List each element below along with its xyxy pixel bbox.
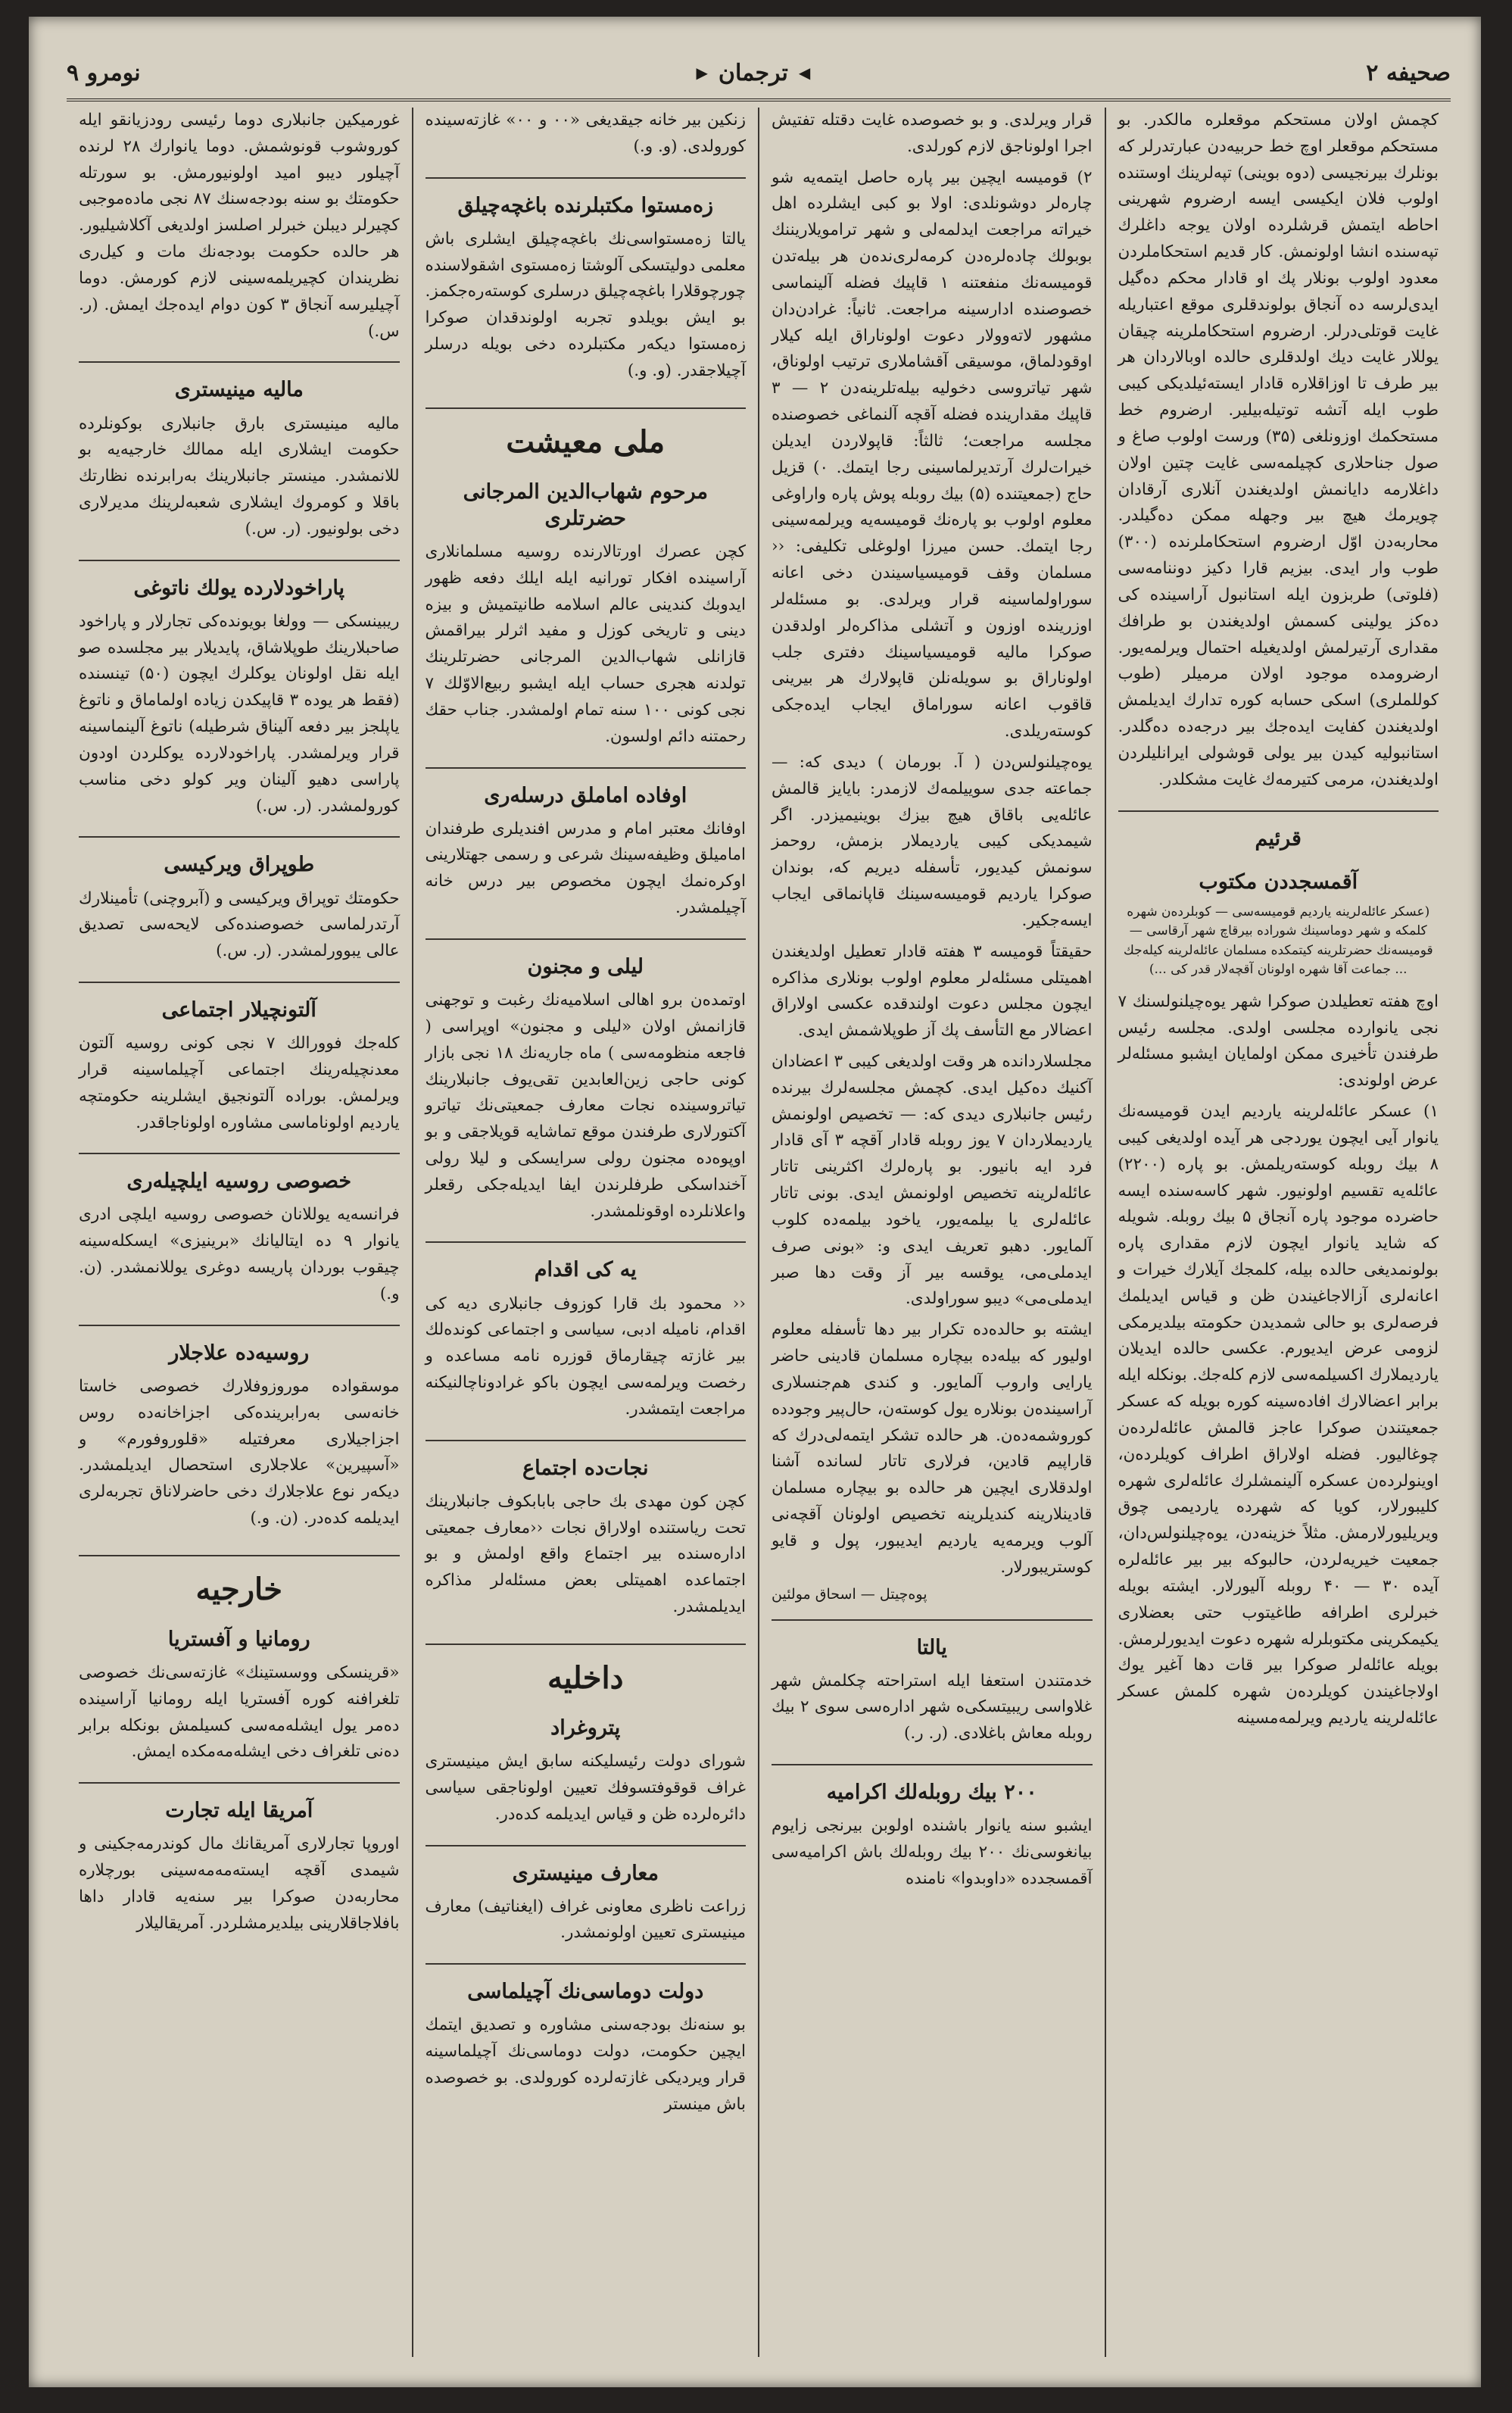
left-ornament-icon: ◀ xyxy=(798,64,811,82)
article-paragraph: غورمیكین جانبلاری دوما رئیسی رودزیانقو ایله كوروشوب قونوشمش. دوما یانوارك ۲۸ لرنده آچیلور دیبو امید اولونیورمش. بو سورتله حكومتك بو سنه بودجه‌سنك ۸۷ نجی ماده‌موجبی كچیرلر دیبلن خبرلر اصلسز اولدیغی آكلاشیلیور. هر حالده حكومت بودجه‌نك مات و كیل‌ری نظریندان كچیریلمه‌سینی لازم كورمش. دوما آچیلیرسه آنجاق ۳ كون دوام ایده‌جك ایمش. (ر. س.) xyxy=(79,111,400,341)
article-heading: لیلی و مجنون xyxy=(426,938,747,980)
article-heading: آقمسجددن مكتوب xyxy=(1199,869,1358,894)
article-heading: رومانیا و آفستریا xyxy=(167,1627,310,1651)
article-paragraph: اوفانك معتبر امام و مدرس افندیلری طرفندان امامیلق وظیفه‌سینك شرعی و رسمی جهتلارینی اوكره‌نمك ایچون مخصوص بیر درس خانه آچیلمشدر. xyxy=(425,819,746,918)
article-paragraph: ‹‹ محمود بك قارا كوزوف جانبلاری دیه كی اقدام، نامیله ادبی، سیاسی و اجتماعی كونده‌لك بیر غازته چیقارماق قوزره نامه مساعده و رخصت ویرلمه‌سی ایچون باكو غرادونا‌چالنیكنه مراجعت ایتمشدر. xyxy=(425,1294,746,1419)
article-paragraph: كچمش اولان مستحكم موقعلره مالكدر. بو مستحكم موقعلر اوچ خط حربیه‌دن عبارتدرلر كه بونلرك بیرنجیسی (دوه بوینی) تپه‌لرینك اوستنده اولوب فلان ایكیسی ایسه ارضروم شهرینی احاطه ایتمش قرشلرده اولان یوجه داغلرك تپه‌سنده انشا اولونمش. كار قدیم استحكاملردن معدود اولوب بونلار پك او قادار محكم ده‌گیل ایدی‌لرسه ده آنجاق بولوندقلری موقع اعتباریله غایت قوتلی‌درلر. ارضروم استحكاملرینه چیقان یوللار غایت دیك اولدقلری حالده اوبالاردان هر بیر طرف تا اوزاقلاره قادار ایسته‌ئیلدیكی كیبی طوب ایله آتشه توتیله‌بیلیر. ارضروم خط مستحكمك اوزونلغی (۳۵) ورست اولوب صاغ و صول جناحلاری كچیلمه‌سی غایت چتین اولان داغلارمه دایانمش اولدیغندن آنلاری آرقادان چویرمك هیچ بیر وجهله ممكن ده‌گیلدر. محاربه‌دن اوّل ارضروم استحكاملرنده (۳۰۰) طوب وار ایدی. بیزیم قارا دكیز دوننامه‌سی (فلوتی) طربزون ایله استانبول آراسینده كی ده‌كز یولینی كسمش اولدیغندن بو طرافك مقداری آرتیرلمش اولدیغیله احتمال ویرلمه‌یور. ارضرومده موجود اولان مرمیلر (طوب كوللملری) اسكی حسابه كوره تدارك ایدیلمش اولدیغندن كفایت ایده‌جك بیر درجه‌ده ده‌گلدر. استانبولیه كیدن بیر یولی قوشولی ایرانلیلردن اولدیغندن، مرمی كتیرمه‌ك غایت مشكلدر. xyxy=(1118,111,1439,789)
article-paragraph: یوه‌چیلنولس‌دن ( آ. بو‌رمان ) دیدی كه: — جماعته جدی سوییلمه‌ك لازمدر: بایایز قالمش عائله‌یی باقاق هیچ بیزك بوینیمیزدر. اگر شیمدیكی كیبی یاردیملار بزمش، روحمز سونمش كیدیور، تأسفله دیریم كه، بوندان صوكرا یاردیم قومیسه‌سینك قاپانماقی ایجاب ایسه‌جكیر. xyxy=(772,752,1093,930)
right-ornament-icon: ▶ xyxy=(696,64,708,82)
article-heading: خارجیه xyxy=(79,1555,400,1609)
column-4 xyxy=(67,108,412,2357)
masthead-center xyxy=(697,60,811,86)
article-paragraph: قرار ویرلدی. و بو خصوصده غایت دقتله تفتیش اجرا اولوناجق لازم كورلدی. xyxy=(772,111,1093,156)
article-heading: خصوصی روسیه ایلچیله‌ری xyxy=(79,1153,400,1194)
article-heading: پاراخودلارده یولك ناتوغی xyxy=(79,560,400,601)
article-paragraph: اوتمده‌ن برو اهالی اسلامیه‌نك رغبت و توجهنی قازانمش اولان «لیلی و مجنون» اوپراسی ( فاجعه منظومه‌سی ) ماه جاریه‌نك ۱۸ نجی بازار كونی حاجی زین‌العابدین تقی‌یوف جانبلارینك تیاتروسینده نجات معارف جمعیتی‌نك تیاترو آكتورلاری طرفندن موقع تماشایه قویلاجقی و بو اوپوه‌ده مجنون رولی سرایسكی و لیلا رولی آخنداسكی طرفلرندن ایفا ایدیله‌جكی رقعلر واعلانلرده اوقونلمشدر. xyxy=(425,991,746,1221)
article-heading: مالیه مینیستری xyxy=(79,361,400,403)
article-paragraph: زراعت ناظری معاونی غراف (ایغناتیف) معارف مینیستری تعیین اولونمشدر. xyxy=(425,1896,746,1943)
article-paragraph: بو سنه‌نك بودجه‌سنی مشاوره و تصدیق ایتمك ایچین حكومت، دولت دوماسی‌نك آچیلماسینه قرار ویردیكی غازته‌لرده كورولدی. بو خصوصده باش مینستر xyxy=(425,2015,746,2114)
article-heading: ملی معیشت xyxy=(426,407,747,462)
article-heading: روسیه‌ده علاجلار xyxy=(79,1325,400,1366)
article-paragraph: ریبینسكی — وولغا بویونده‌كی تجارلار و پاراخود صاحبلارینك طوپلاشاق، پایدیلار بیر مجلسده صو ایله نقل اولونان یوكلرك ایچون (۵۰) تینسنده (فقط هر یوده ۳ قاپیكدن زیاده اولماماق و ناتوغ یاپلجز بیر دفعه آلیناق شرطیله) ناتوغ آلینماسینه قرار ویرلمشدر. پاراخودلارده یوكلردن اودون پاراسی دهیو آلینان ویر كولو دخی مناسب كورولمشدر. (ر. س.) xyxy=(79,611,400,816)
column-3 xyxy=(412,108,759,2357)
article-paragraph: یالتا زه‌مستواسی‌نك باغچه‌چیلق ایشلری باش معلمی دولیتسكی آلوشتا زه‌مستوی اشقولاسنده چورچوقلارا باغچه‌چیلق درسلری كوسته‌ره‌جكمز. بو ایش بویلدو تجربه اولوندقدان صوكرا زه‌مستوا دیكه‌ر مكتبلرده دخی بویله درسلر آچیلاجقدر. (و. و.) xyxy=(425,229,746,380)
column-1 xyxy=(1105,108,1451,2357)
article-paragraph: ۲) قومیسه ایچین بیر پاره حاصل ایتمه‌یه شو چاره‌لر دوشونلدی: اولا بو كبی ایشلرده اهل خیراته مراجعت ایدلمه‌لی و شهر ترامویلاریننك بوبولك چاده‌لره‌دن كرمه‌لری‌نده‌ن هر بیله‌تدن قومیسه‌نك منفعتنه ۱ قاپیك فضله آلینماسی خصوصنده ادارسینه مراجعت. ثانیاً: غرادن‌دان مشهور لاته‌وولار دعوت اولوناراق ایله كیلار اوقودلماق، موسیقی آقشاملاری ترتیب اولوناق، شهر تیاتروسی دخولیه بیله‌تلرینه‌دن ۲ — ۳ قاپیك مقدارینده فضله آقچه آلنماغی خصوصنده مجلسه مراجعت؛ ثالثاً: قاپولاردن ایدیلن خیرات‌لرك آرتدیرلماسینی رجا ایتمك. ۰) قزیل حاج (جمعیتنده (۵) بیك روبله پوش پاره واراوغی معلوم اولوب بو پاره‌نك قومیسه‌یه ویرلمه‌سینی رجا ایتمك. حسن میرزا اولوغلی تكلیفی: ‹‹ مسلمان وقف قومیسیاسیندن دخی اعانه سوراولماسینه قرار ویرلدی. بو مسئله‌لر اوزرینده اوزون و آتشلی مذاكره‌لر اولدقدن صوكرا ماليه قومیسیاسینك دفتری جلب اولوناراق بو سویله‌نلن قاپولارك هر بیرینی قاقوب اعانه سوراماق ایجاب ایده‌جكی كوسته‌ریلدی. xyxy=(772,167,1093,741)
article-paragraph: مجلسلاردانده هر وقت اولدیغی كیبی ۳ اعضادان آكنیك ده‌كیل ایدی. كچمش مجلسه‌لرك بیرنده رئیس جانبلاری دیدی كه: — تخصیص اولونمش یاردیملاردان ۷ یوز روبله قادار آقچه ۳ آی قادار فرد ایه بانیور. بو پاره‌لرك اكثرینی تاتار عائله‌لرینه تخصیص اولونمش ایدی. بونی تاتار عائله‌لری یا بیلمه‌یور، یاخود بیلمه‌ده كلوب آلمایور. دهبو تعریف ایدی و: «بونی صرف ایدملی‌می، یوقسه بیر آز وقت دها صبر ایدملی‌می» دیبو سوراولدی. xyxy=(772,1051,1093,1309)
column-2 xyxy=(758,108,1105,2357)
article-paragraph: مالیه مینیستری بارق جانبلاری بوكونلرده حكومت ایشلاری ایله ممالك خارجیه‌یه بو للانمشدر. مینستر جانبلارینك به‌رابرنده نظارتك باقلا و كومروك ایشلاری شعبه‌لرینك مدیرلاری دخی بولونیور. (ر. س.) xyxy=(79,414,400,538)
article-paragraph: ۱) عسكر عائله‌لرینه یاردیم ایدن قومیسه‌نك یانوار آیی ایچون یوردجی هر آیده اولدیغی كیبی ۸ بیك روبله كوسته‌ریلمش. بو پاره (۲۲۰۰) عائله‌یه تقسیم اولونیور. شهر كاسه‌سنده ایسه حاضرده موجود پاره آنجاق ۵ بیك روبله. شویله كه شاید یانوار ایچون لازم مقداری پاره بولونمدیغی حالده بیله، كلمجك آیلارك خیرات و اعانه‌لری آزالاجاغیندن ظن و قیاس ایدیلمك فرصه‌لری بو حالی شمدیدن حكومته بیلدیرمكی لزومی عرض ایدیورم. عكسی حالده ایدیلان یاردیملارك اكسیلمه‌سی لازم كله‌جك. بونكله ایله برابر اعضالارك افاده‌سینه كوره بویله كه عسكر جمعیتندن صوكرا عاجز قالمش عائله‌لرده‌ن چوغالیور. فضله اولاراق اطراف كویلرده‌ن، اوینولرده‌ن عسكره آلینمشلرك عائله‌لری شهره كلیبورلار، كویا كه شهرده یاردیمی چوق ویریلیورلارمش. مثلاً خزینه‌دن، یوه‌چیلنولس‌دان، جمعیت خیریه‌لردن، حالبوكه بیر بیر عائله‌لره آیده ۳۰ — ۴۰ روبله آلیورلار. ایشته بویله خبرلری اطرافه طاغیتوب حتی بعضلاری یكیمكرینی مكتوبلرله شهره دعوت ایدیورلرمش. بویله عائله‌لر صوكرا بیر قات دها آغیر یوك اولاجاغیندن كویلرده‌ن شهره كلمش عسكر عائله‌لرینه یاردیم ویرلمه‌مسینه xyxy=(1118,1102,1439,1728)
article-heading: یه كی اقدام xyxy=(426,1241,747,1283)
article-heading: دولت دوماسی‌نك آچیلماسی xyxy=(426,1963,747,2005)
article-heading: داخلیه xyxy=(426,1644,747,1698)
article-paragraph: كله‌جك فوورالك ۷ نجی كونی روسیه آلتون معدنچیله‌رینك اجتماعی آچیلماسینه قرار ویرلمش. بوراده آلتونجیق ایشلرینه حكومتچه یاردیم اولوناماسی مشاوره اولوناجاقدر. xyxy=(79,1034,400,1132)
article-paragraph: «قرینسكی ووسستینك» غازته‌سی‌نك خصوصی تلغرافنه كوره آفستریا ایله رومانیا آراسینده ده‌مر یول ایشله‌مه‌سی كسیلمش بونكله برابر ده‌نی تلغراف دخی ایشله‌مه‌مكده ایمش. xyxy=(79,1662,400,1762)
article-paragraph: حكومتك توپراق ویركیسی و (آبروچنی) تأمینلارك آرتدرلماسی خصوصنده‌كی لایحه‌سی تصدیق عالی یبوورلمشدر. (ر. س.) xyxy=(79,888,400,961)
article-heading: نجات‌ده اجتماع xyxy=(426,1440,747,1481)
article-paragraph: كچن عصرك اورتالارنده روسیه مسلمانلاری آراسینده افكار تورانیه ایله ایلك دفعه ظهور ایدوبك كندینی عالم اسلامه طانیتمیش و بیزه دینی و تاریخی كوزل و مفید اثرلر بیراقمش قازانلی شهاب‌الدین المرجانی حضرتلرینك تولدنه هجری حساب ایله ایشبو ربیع‌الاوّلك ۷ نجی كونی ۱۰۰ سنه تمام اولمشدر. جناب حقك رحمتنه دائم اولسون. xyxy=(425,542,746,746)
page-number: صحیفه ۲ xyxy=(1366,59,1451,86)
article-signature: پوه‌چیتل — اسحاق مولئین xyxy=(772,1585,927,1603)
article-heading: ۲۰۰ بیك روبله‌لك اكرامیه xyxy=(772,1764,1093,1806)
article-heading: اوفاده اماملق درسله‌ری xyxy=(426,767,747,809)
newspaper-title: ترجمان xyxy=(718,59,788,86)
article-paragraph: شورای دولت رئیسلیكنه سابق ایش مینیستری غراف قوقوفتسوفك تعیین اولوناجقی سیاسی دائره‌لرده ظن و قیاس ایدیلمه كده‌در. xyxy=(425,1752,746,1824)
article-subtitle: (عسكر عائله‌لرینه یاردیم قومیسه‌سی — كوبلرده‌ن شهره كلمكه و شهر دوماسینك شوراده بیرقاچ شهر آرقاسی — قومیسه‌نك حضرتلرینه كیتمكده مسلمان عائله‌لرینه كیله‌جك ... جماعت آقا شهره اولونان آقچه‌لار قدر كی ...) xyxy=(1123,904,1433,978)
article-heading: آمریقا ایله تجارت xyxy=(79,1782,400,1824)
article-paragraph: ایشته بو حالده‌ده تكرار بیر دها تأسفله معلوم اولیور كه بیله‌ده بیچاره مسلمان قادینی حاضر یارایی واروب آلمایور. و كندی هم‌جنسلاری آراسینده‌ن بونلاره یول كوسته‌ن، حال‌پیر وجودده كوروشمه‌ده‌ن. هر حالده تشكر ایتمه‌لی‌درك كه قاراپیم قادین، فرلاری تاتار لسانده آشنا اولدقلاری ایچین هر حالده بو بیچاره مسلمان قادینلارینه كندیلرینه تخصیص اولونان آقچه‌نی آلوب ویرمه‌یه یاردیم ایدیبور، پول و قایو كوستریبورلار. xyxy=(772,1320,1093,1577)
article-heading: معارف مینیستری xyxy=(426,1845,747,1887)
article-heading: طوپراق ویركیسی xyxy=(79,836,400,878)
article-heading: آلتونچیلار اجتماعی xyxy=(79,982,400,1023)
masthead xyxy=(67,47,1451,101)
article-heading: قرئیم xyxy=(1118,810,1439,852)
article-paragraph: اوچ هفته تعطیلدن صوكرا شهر یوه‌چیلنولسنك ۷ نجی یانوارده مجلسی اولدی. مجلسه رئیس طرفندن تأخیری ممكن اولمایان ایشبو مسئله‌لر عرض اولوندی: xyxy=(1118,991,1439,1091)
newspaper-page xyxy=(29,17,1481,2387)
article-paragraph: موسقواده موروزوفلارك خصوصی خاستا خانه‌سی به‌رابرینده‌كی اجزاخانه‌ده روس اجزاجیلاری معرفتیله «قلوروفورم» و «آسپیرین» علاجلاری استحصال ایدیلمشدر. دیكه‌ر نوع علاجلارك دخی حاضرلاناق تجربه‌لری ایدیلمه كده‌در. (ن. و.) xyxy=(79,1376,400,1528)
article-columns xyxy=(67,108,1451,2357)
article-heading: زه‌مستوا مكتبلرنده باغچه‌چیلق xyxy=(426,177,747,219)
article-paragraph: كچن كون مهدی بك حاجی بابابكوف جانبلارینك تحت ریاستنده اولاراق نجات ‹‹معارف جمعیتی اداره‌سنده بیر اجتماع واقع اولمش و بو اجتماعده اهمیتلی بعض مسئله‌لر مذاكره ایدیلمشدر. xyxy=(425,1491,746,1617)
article-heading: مرحوم شهاب‌الدین المرجانی حضرتلری xyxy=(463,479,708,530)
article-paragraph: فرانسه‌یه یوللانان خصوصی روسیه ایلچی ادری یانوار ۹ ده ایتالیانك «برینیزی» ایسكله‌سینه چیقوب بوردان پاریسه دوغری یوللانمشدر. (ن. و.) xyxy=(79,1205,400,1303)
article-paragraph: زنكین بیر خانه‌ جیقدیغی «۰۰ و ۰۰» غازته‌سینده كورولدی. (و. و.) xyxy=(425,111,746,156)
article-paragraph: خدمتندن استعفا ایله استراحته چكلمش شهر غلاواسی ریبیتسكی‌ه شهر اداره‌سی سوی ۲ بیك روبله معاش باغلادی. (ر. ر.) xyxy=(772,1671,1093,1743)
article-heading: یالتا xyxy=(772,1619,1093,1661)
article-paragraph: ایشبو سنه یانوار باشنده اولوبن بیرنجی زایوم بیانغوسی‌نك ۲۰۰ بیك روبله‌لك باش اكرامیه‌سی آقمسجدده «داوبدوا» نامنده xyxy=(772,1816,1093,1888)
article-heading: پتروغراد xyxy=(550,1715,621,1740)
issue-number: نومرو ۹ xyxy=(67,59,141,86)
article-paragraph: اوروپا تجارلاری آمریقانك مال كوندرمه‌جكینی و شیمدی آقچه ایسته‌مه‌مه‌سینی بورچلاره محاربه‌دن صوكرا بیر سنه‌یه قادار داها بافلاجاقلارینی بیلدیرمشلردر. آمریقالیلار xyxy=(79,1834,400,1933)
article-paragraph: حقیقتاً قومیسه ۳ هفته قادار تعطیل اولدیغندن اهمیتلی مسئله‌لر معلوم اولوب بونلاری مذاكره ایچون مجلس دعوت اولندقده عكسی اولاراق اعضالار مع التأسف پك آز طوپلاشمش ایدی. xyxy=(772,941,1093,1041)
